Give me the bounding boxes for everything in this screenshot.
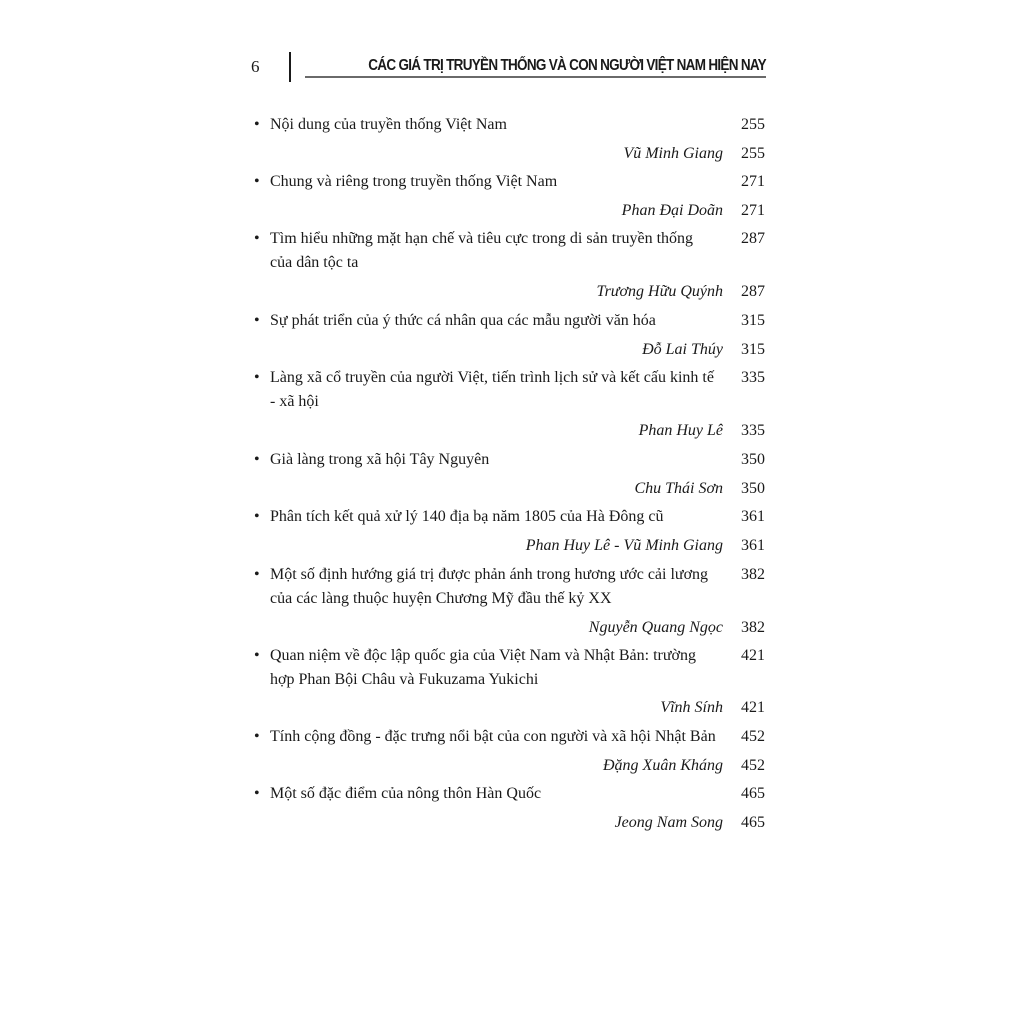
page-ref: 452 xyxy=(741,757,765,774)
page-ref: 361 xyxy=(741,508,765,525)
entry-title: Làng xã cổ truyền của người Việt, tiến trình lịch sử và kết cấu kinh tế - xã hội xyxy=(270,369,714,410)
bullet: • xyxy=(254,312,260,329)
entry-title: Phân tích kết quả xử lý 140 địa bạ năm 1805 của Hà Đông cũ xyxy=(270,508,664,525)
page-ref: 382 xyxy=(741,566,765,583)
page-ref: 335 xyxy=(741,422,765,439)
running-header-title: CÁC GIÁ TRỊ TRUYỀN THỐNG VÀ CON NGƯỜI VIỆT NAM HIỆN NAY xyxy=(368,56,766,74)
entry-title: Quan niệm về độc lập quốc gia của Việt Nam và Nhật Bản: trường hợp Phan Bội Châu và Fukuzama Yukichi xyxy=(270,647,696,688)
bullet: • xyxy=(254,508,260,525)
bullet: • xyxy=(254,173,260,190)
entry-title: Tìm hiểu những mặt hạn chế và tiêu cực trong di sản truyền thống của dân tộc ta xyxy=(270,230,694,271)
page-number: 6 xyxy=(251,57,260,76)
entry-title: Một số đặc điểm của nông thôn Hàn Quốc xyxy=(270,785,542,802)
page-ref: 271 xyxy=(741,202,765,219)
entry-title: Một số định hướng giá trị được phản ánh trong hương ước cải lương của các làng thuộc huyện Chương Mỹ đầu thế kỷ XX xyxy=(270,566,709,607)
entry-title: Chung và riêng trong truyền thống Việt Nam xyxy=(270,173,558,190)
author-name: Vĩnh Sính xyxy=(660,699,723,716)
page-ref: 465 xyxy=(741,814,765,831)
page-ref: 382 xyxy=(741,619,765,636)
bullet: • xyxy=(254,451,260,468)
page-ref: 465 xyxy=(741,785,765,802)
author-name: Jeong Nam Song xyxy=(614,814,723,831)
page-ref: 287 xyxy=(741,283,765,300)
entry-title: Già làng trong xã hội Tây Nguyên xyxy=(270,451,490,468)
bullet: • xyxy=(254,647,260,664)
page-ref: 255 xyxy=(741,116,765,133)
entry-title: Sự phát triển của ý thức cá nhân qua các mẫu người văn hóa xyxy=(270,312,656,329)
bullet: • xyxy=(254,728,260,745)
bullet: • xyxy=(254,785,260,802)
author-name: Phan Huy Lê xyxy=(638,422,723,439)
bullet: • xyxy=(254,230,260,247)
author-name: Phan Đại Doãn xyxy=(621,202,723,219)
author-name: Vũ Minh Giang xyxy=(623,145,723,162)
page-ref: 421 xyxy=(741,647,765,664)
bullet: • xyxy=(254,566,260,583)
author-name: Đỗ Lai Thúy xyxy=(642,341,723,358)
page-ref: 315 xyxy=(741,341,765,358)
entry-title: Tính cộng đồng - đặc trưng nổi bật của con người và xã hội Nhật Bản xyxy=(270,728,716,745)
entry-title: Nội dung của truyền thống Việt Nam xyxy=(270,116,507,133)
page-ref: 255 xyxy=(741,145,765,162)
author-name: Phan Huy Lê - Vũ Minh Giang xyxy=(525,537,723,554)
page-ref: 361 xyxy=(741,537,765,554)
page-ref: 315 xyxy=(741,312,765,329)
bullet: • xyxy=(254,369,260,386)
page-ref: 452 xyxy=(741,728,765,745)
author-name: Đặng Xuân Kháng xyxy=(603,757,723,774)
page-ref: 350 xyxy=(741,451,765,468)
page-ref: 335 xyxy=(741,369,765,386)
bullet: • xyxy=(254,116,260,133)
author-name: Nguyễn Quang Ngọc xyxy=(588,619,723,636)
page-ref: 421 xyxy=(741,699,765,716)
page-ref: 271 xyxy=(741,173,765,190)
author-name: Chu Thái Sơn xyxy=(634,480,723,497)
page-ref: 287 xyxy=(741,230,765,247)
page-ref: 350 xyxy=(741,480,765,497)
author-name: Trương Hữu Quýnh xyxy=(596,283,723,300)
